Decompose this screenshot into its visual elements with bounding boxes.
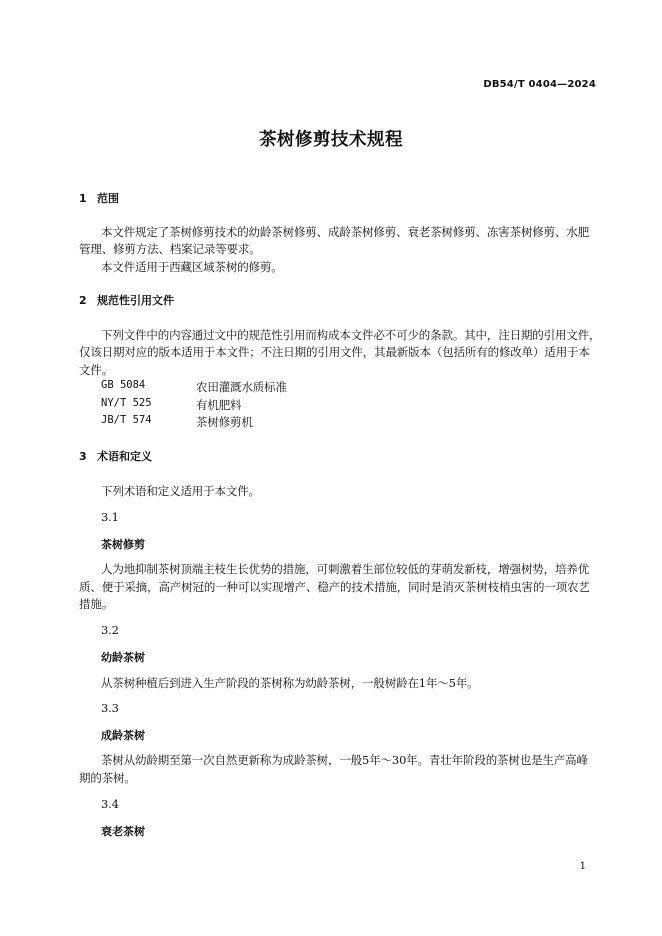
- scope-paragraph-line: 本文件规定了茶树修剪技术的幼龄茶树修剪、成龄茶树修剪、衰老茶树修剪、冻害茶树修剪、水肥: [101, 225, 590, 239]
- page-number: 1: [579, 861, 586, 872]
- section-heading-scope: [79, 190, 119, 206]
- term-definition-line: 质、便于采摘，高产树冠的一种可以实现增产、稳产的技术措施，同时是消灭茶树枝梢虫害的一项农艺: [79, 580, 590, 594]
- document-number: DB54/T 0404—2024: [483, 79, 596, 90]
- normative-paragraph-line: 下列文件中的内容通过文中的规范性引用而构成本文件必不可少的条款。其中，注日期的引用文件，: [101, 328, 601, 342]
- term-name: 茶树修剪: [101, 538, 145, 551]
- reference-code: NY/T 525: [101, 397, 152, 409]
- term-number: 3.2: [101, 623, 119, 637]
- term-number: 3.1: [101, 510, 119, 524]
- term-name: 衰老茶树: [101, 825, 145, 838]
- section-number: 2: [79, 294, 87, 307]
- normative-paragraph-line: 仅该日期对应的版本适用于本文件；不注日期的引用文件，其最新版本（包括所有的修改单）适用于本: [79, 345, 590, 359]
- section-heading-normative-references: [79, 292, 174, 308]
- term-number: 3.3: [101, 701, 119, 715]
- normative-paragraph-line: 文件。: [79, 363, 114, 377]
- reference-title: 农田灌溉水质标准: [196, 380, 287, 394]
- reference-code: GB 5084: [101, 379, 146, 391]
- scope-paragraph-line: 本文件适用于西藏区域茶树的修剪。: [101, 260, 283, 274]
- term-definition-line: 措施。: [79, 597, 114, 611]
- scope-paragraph-line: 管理、修剪方法、档案记录等要求。: [79, 242, 261, 256]
- terms-intro: 下列术语和定义适用于本文件。: [101, 484, 260, 498]
- section-number: 3: [79, 450, 87, 463]
- reference-title: 有机肥料: [196, 398, 242, 412]
- term-definition-line: 期的茶树。: [79, 771, 136, 785]
- section-number: 1: [79, 192, 87, 205]
- section-title: 范围: [97, 192, 119, 205]
- term-definition-line: 从茶树种植后到进入生产阶段的茶树称为幼龄茶树，一般树龄在1年～5年。: [101, 676, 479, 690]
- section-title: 规范性引用文件: [97, 294, 174, 307]
- term-definition-line: 茶树从幼龄期至第一次自然更新称为成龄茶树，一般5年～30年。青壮年阶段的茶树也是生产高峰: [101, 753, 588, 767]
- reference-title: 茶树修剪机: [196, 415, 253, 429]
- reference-code: JB/T 574: [101, 414, 152, 426]
- term-name: 成龄茶树: [101, 729, 145, 742]
- term-name: 幼龄茶树: [101, 651, 145, 664]
- section-title: 术语和定义: [97, 450, 152, 463]
- term-number: 3.4: [101, 797, 119, 811]
- section-heading-terms-definitions: [79, 448, 152, 464]
- document-title: 茶树修剪技术规程: [259, 130, 403, 150]
- term-definition-line: 人为地抑制茶树顶端主枝生长优势的措施，可刺激着生部位较低的芽萌发新枝，增强树势，培养优: [101, 562, 590, 576]
